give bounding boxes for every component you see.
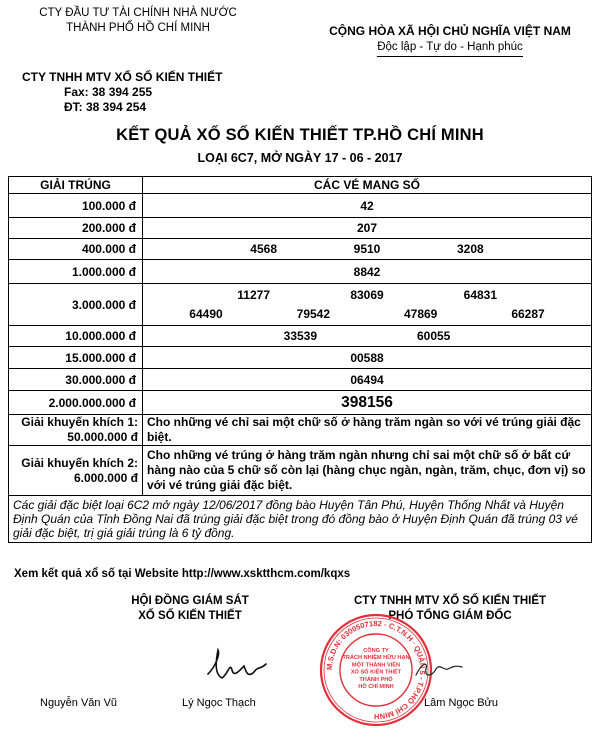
- prize-amount: 2.000.000.000 đ: [9, 391, 143, 415]
- col-prize-header: GIẢI TRÚNG: [9, 177, 143, 194]
- results-table: [8, 176, 592, 543]
- special-ticket-number: 398156: [341, 393, 393, 411]
- supervisory-board: [80, 594, 300, 624]
- consolation-text: Cho những vé trúng ở hàng trăm ngàn nhưng chỉ sai một chữ số ở bất cứ hàng nào của 5 chữ số còn lại (hàng chục ngàn, ngàn, trăm, chục, đơn vị) so với vé trúng giải đặc biệt.: [143, 446, 592, 496]
- ticket-number: 42: [360, 198, 374, 213]
- signature-image: [200, 644, 280, 690]
- table-row: [9, 347, 592, 369]
- svg-text:MỘT THÀNH VIÊN: MỘT THÀNH VIÊN: [351, 662, 401, 669]
- svg-text:THÀNH PHỐ: THÀNH PHỐ: [359, 676, 393, 683]
- consolation-row-2: [9, 446, 592, 496]
- table-row: [9, 218, 592, 239]
- issuer-line2: THÀNH PHỐ HỒ CHÍ MINH: [66, 22, 210, 34]
- prize-amount: 200.000 đ: [9, 218, 143, 239]
- note-text: Các giải đặc biệt loại 6C2 mở ngày 12/06/2017 đồng bào Huyện Tân Phú, Huyện Thống Nhất và Huyện Định Quán của Tỉnh Đồng Nai đã trúng giải đặc biệt trong đó đồng bào ở Huyện Định Quán đã trúng 03 vé giải đặc biệt, trị giá giải trúng là 6 tỷ đồng.: [9, 496, 592, 543]
- signer-name: Lâm Ngọc Bửu: [424, 697, 499, 709]
- consolation-amount: 50.000.000 đ: [67, 430, 138, 444]
- table-row: [9, 260, 592, 284]
- signatory-company: CTY TNHH MTV XỔ SỐ KIẾN THIẾT: [353, 595, 547, 607]
- consolation-label: Giải khuyến khích 2:: [21, 455, 138, 470]
- board-title1: HỘI ĐỒNG GIÁM SÁT: [131, 595, 249, 607]
- motto: Độc lập - Tự do - Hạnh phúc: [377, 40, 523, 57]
- signer-name: Nguyễn Văn Vũ: [40, 697, 118, 709]
- issuer-block: [8, 6, 268, 36]
- republic-name: CỘNG HÒA XÃ HỘI CHỦ NGHĨA VIỆT NAM: [329, 24, 571, 38]
- ticket-number: 83069: [350, 287, 384, 302]
- company-phone: ĐT: 38 394 254: [64, 100, 147, 114]
- ticket-number: 33539: [283, 329, 318, 343]
- svg-text:HỒ CHÍ MINH: HỒ CHÍ MINH: [358, 684, 394, 690]
- prize-amount: 100.000 đ: [9, 194, 143, 218]
- ticket-number: 66287: [511, 306, 545, 321]
- prize-amount: 3.000.000 đ: [9, 284, 143, 326]
- table-row: [9, 239, 592, 260]
- ticket-number: 79542: [296, 306, 331, 321]
- company-block: [22, 70, 222, 115]
- ticket-number: 11277: [237, 287, 271, 302]
- note-row: [9, 496, 592, 543]
- prize-amount: 400.000 đ: [9, 239, 143, 260]
- table-header-row: [9, 177, 592, 194]
- ticket-number: 64831: [463, 287, 498, 302]
- website-line: Xem kết quả xổ số tại Website http://www.xsktthcm.com/kqxs: [14, 568, 351, 580]
- page-subtitle: LOẠI 6C7, MỞ NGÀY 17 - 06 - 2017: [197, 151, 403, 165]
- svg-text:TRÁCH NHIỆM HỮU HẠN: TRÁCH NHIỆM HỮU HẠN: [342, 655, 410, 662]
- consolation-amount: 6.000.000 đ: [73, 470, 138, 485]
- signatory-role: PHÓ TỔNG GIÁM ĐỐC: [388, 610, 512, 622]
- table-row: [9, 326, 592, 347]
- ticket-number: 207: [356, 221, 378, 235]
- issuer-line1: CTY ĐẦU TƯ TÀI CHÍNH NHÀ NƯỚC: [39, 7, 237, 19]
- ticket-number: 06494: [350, 372, 384, 387]
- consolation-row-1: [9, 415, 592, 446]
- col-numbers-header: CÁC VÉ MANG SỐ: [143, 177, 592, 194]
- table-row: [9, 194, 592, 218]
- svg-text:XỔ SỐ KIẾN THIẾT: XỔ SỐ KIẾN THIẾT: [350, 669, 402, 676]
- prize-amount: 30.000.000 đ: [9, 369, 143, 391]
- consolation-label: Giải khuyến khích 1:: [21, 415, 138, 429]
- prize-amount: 15.000.000 đ: [9, 347, 143, 369]
- signature-image: [410, 655, 470, 685]
- company-name: CTY TNHH MTV XỔ SỐ KIẾN THIẾT: [22, 70, 223, 84]
- svg-text:CÔNG TY: CÔNG TY: [363, 648, 389, 654]
- prize-amount: 1.000.000 đ: [9, 260, 143, 284]
- board-title2: XỔ SỐ KIẾN THIẾT: [138, 610, 242, 622]
- prize-amount: 10.000.000 đ: [9, 326, 143, 347]
- ticket-number: 3208: [456, 242, 484, 256]
- ticket-number: 60055: [416, 329, 451, 343]
- ticket-number: 9510: [353, 242, 381, 256]
- ticket-number: 4568: [250, 242, 277, 256]
- table-row: [9, 391, 592, 415]
- signer-name: Lý Ngọc Thạch: [182, 697, 256, 709]
- ticket-number: 47869: [403, 306, 438, 321]
- national-motto: [300, 24, 600, 57]
- company-fax: Fax: 38 394 255: [64, 85, 153, 99]
- ticket-number: 8842: [353, 264, 381, 279]
- ticket-number: 00588: [350, 350, 384, 365]
- table-row: [9, 284, 592, 326]
- consolation-text: Cho những vé chỉ sai một chữ số ở hàng trăm ngàn so với vé trúng giải đặc biệt.: [143, 415, 592, 446]
- ticket-number: 64490: [189, 306, 223, 321]
- svg-text:M.S.D.N: 0300507182 - C.T.N.H: M.S.D.N: 0300507182 - C.T.N.H · QUẬN 5 - T.P.HỒ CHÍ MINH: [324, 618, 428, 722]
- table-row: [9, 369, 592, 391]
- page-title: KẾT QUẢ XỔ SỐ KIẾN THIẾT TP.HỒ CHÍ MINH: [116, 126, 484, 144]
